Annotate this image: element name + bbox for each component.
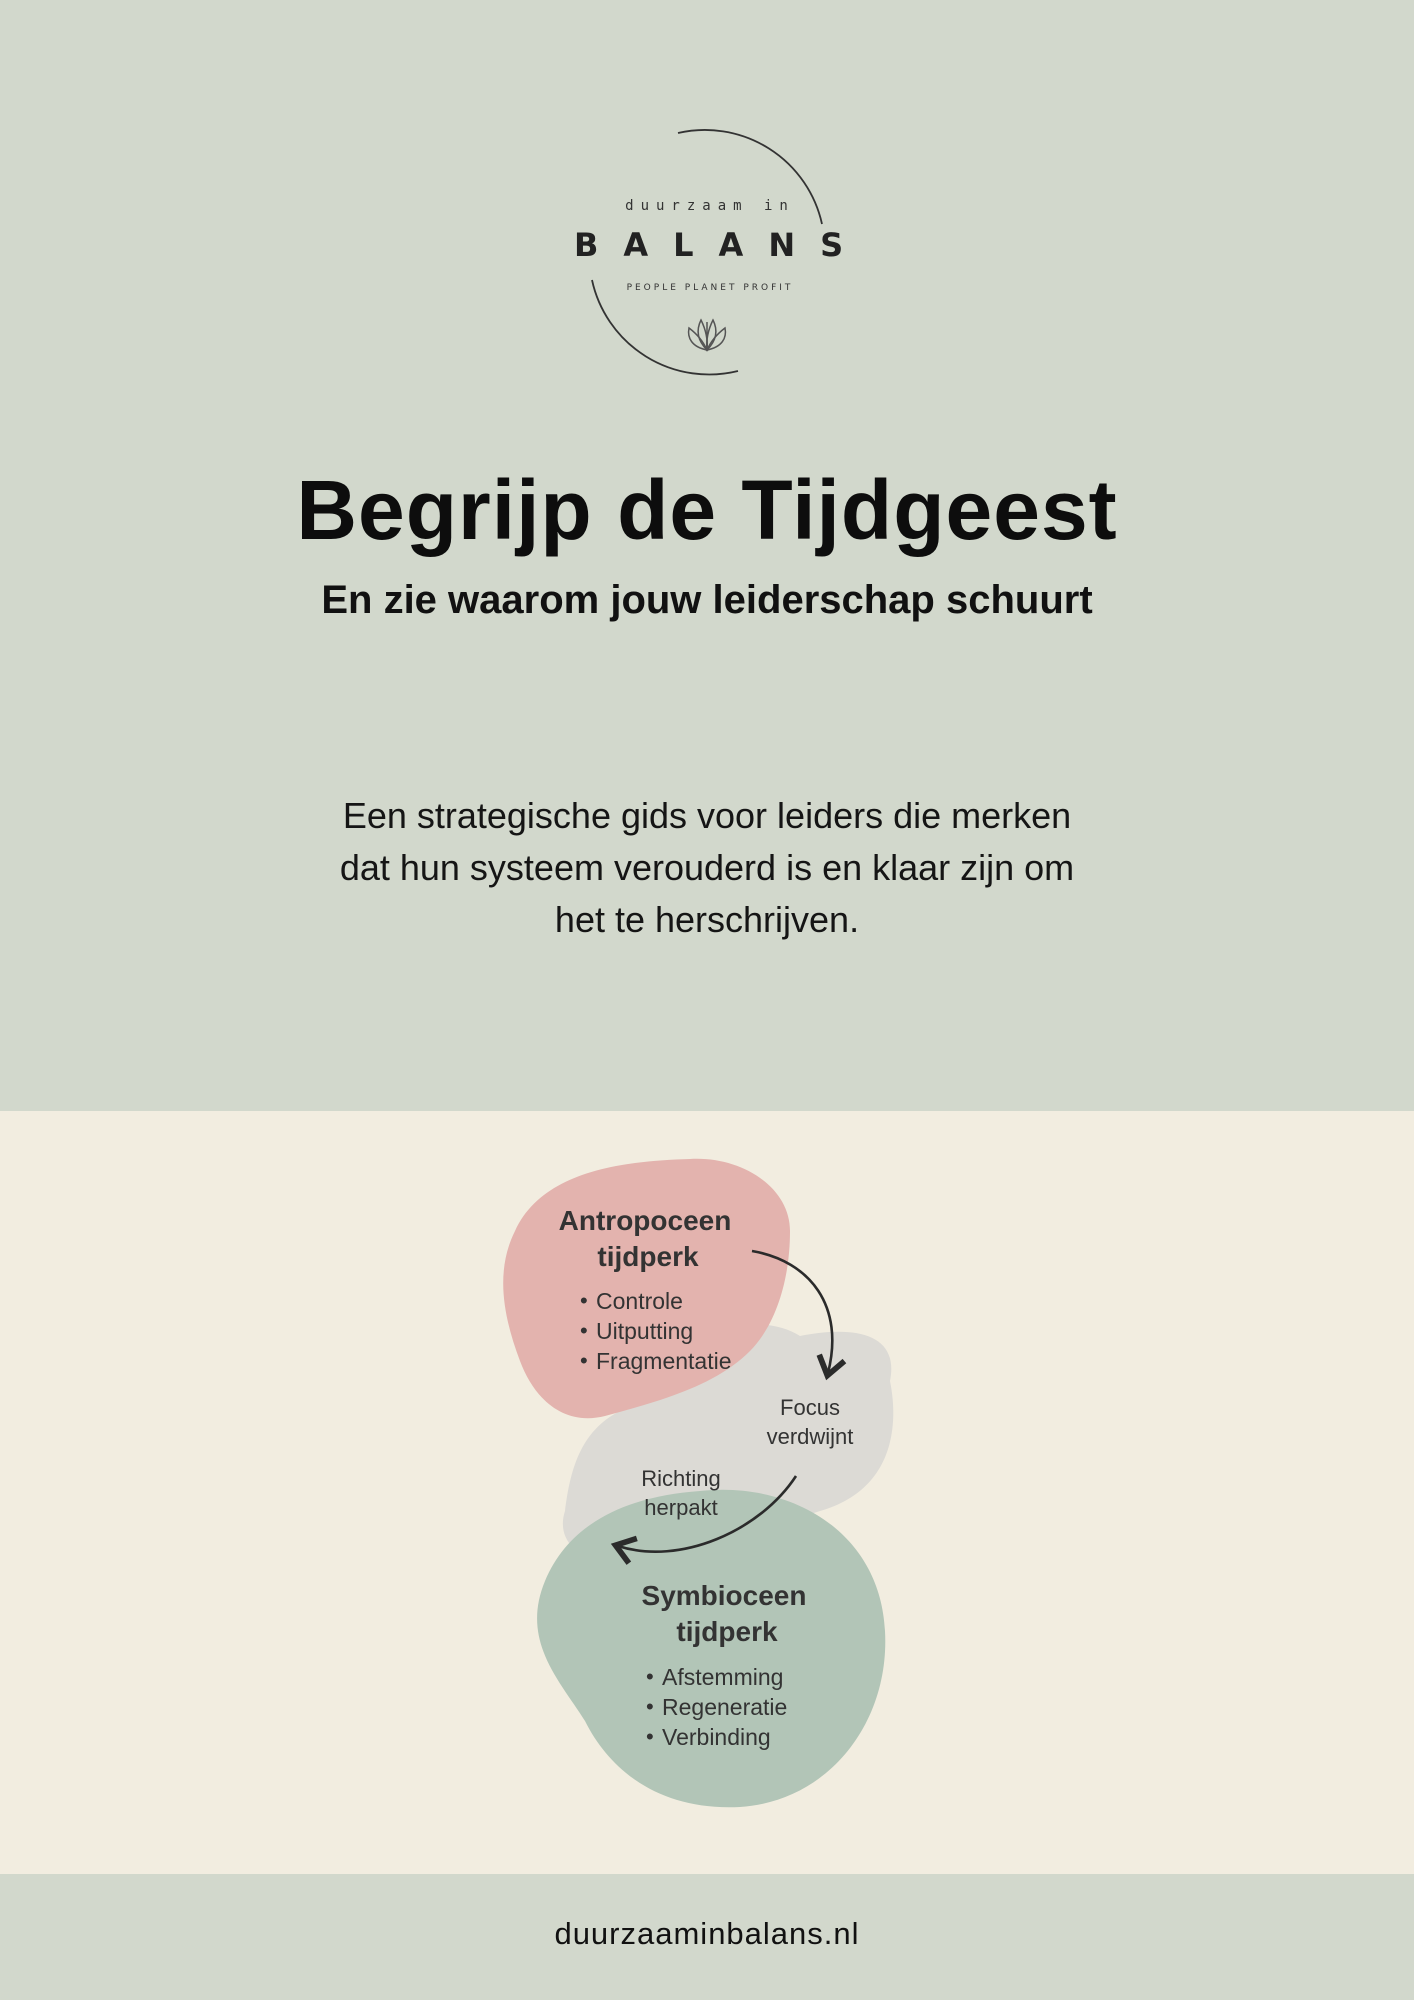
antropoceen-title: Antropoceen xyxy=(558,1205,732,1236)
list-bullet: • xyxy=(580,1348,588,1373)
list-item: Uitputting xyxy=(596,1318,694,1344)
focus-label: Focus xyxy=(780,1395,840,1420)
logo-brand-text: BALANS xyxy=(574,226,869,264)
logo xyxy=(560,120,869,380)
intro-line: het te herschrijven. xyxy=(554,899,860,940)
diagram-section xyxy=(0,1111,1414,1874)
list-bullet: • xyxy=(580,1318,588,1343)
richting-label: Richting xyxy=(641,1466,721,1491)
list-item: Fragmentatie xyxy=(596,1348,732,1374)
symbioceen-blob xyxy=(537,1490,885,1808)
page-subtitle: En zie waarom jouw leiderschap schuurt xyxy=(321,578,1093,622)
list-bullet: • xyxy=(646,1724,654,1749)
list-item: Controle xyxy=(596,1288,683,1314)
list-item: Verbinding xyxy=(662,1724,771,1750)
intro-line: Een strategische gids voor leiders die merken xyxy=(342,795,1072,836)
website-link[interactable]: duurzaaminbalans.nl xyxy=(554,1916,860,1951)
symbioceen-title: Symbioceen xyxy=(641,1580,807,1611)
list-bullet: • xyxy=(646,1664,654,1689)
logo-tagline: PEOPLE PLANET PROFIT xyxy=(626,283,794,293)
list-item: Afstemming xyxy=(662,1664,784,1690)
focus-label: verdwijnt xyxy=(766,1424,854,1449)
list-bullet: • xyxy=(580,1288,588,1313)
intro-line: dat hun systeem verouderd is en klaar zijn om xyxy=(339,847,1075,888)
symbioceen-title: tijdperk xyxy=(676,1616,778,1647)
list-bullet: • xyxy=(646,1694,654,1719)
richting-label: herpakt xyxy=(644,1495,718,1520)
logo-small-text: duurzaam in xyxy=(625,198,795,214)
page-title: Begrijp de Tijdgeest xyxy=(296,463,1118,557)
footer xyxy=(0,1874,1414,2000)
intro-paragraph xyxy=(0,790,1414,946)
leaf-icon xyxy=(689,320,726,350)
list-item: Regeneratie xyxy=(662,1694,788,1720)
era-diagram xyxy=(0,1111,1414,1874)
antropoceen-title: tijdperk xyxy=(597,1241,699,1272)
